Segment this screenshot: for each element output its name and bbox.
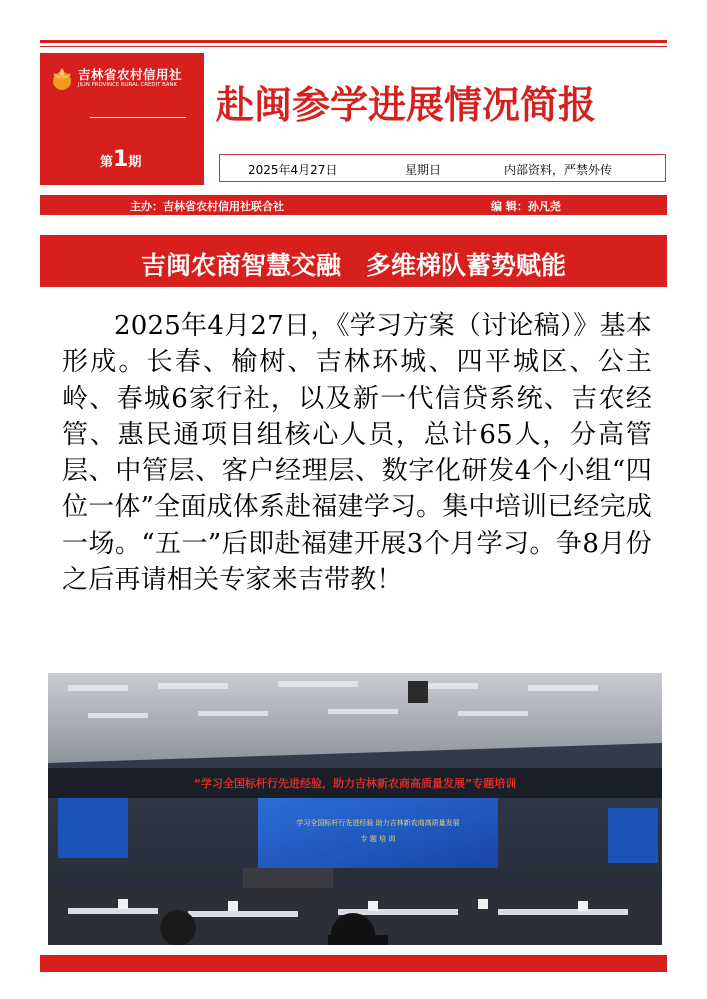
masthead-logo-panel — [40, 53, 204, 185]
logo-chinese-name: 吉林省农村信用社 — [78, 67, 183, 82]
top-rule-thick — [40, 40, 667, 43]
article-headline: 吉闽农商智慧交融 多维梯队蓄势赋能 — [140, 251, 566, 280]
host-editor-bar — [40, 195, 667, 215]
conference-room-illustration — [48, 673, 662, 945]
confidential-note: 内部资料，严禁外传 — [504, 163, 613, 177]
screen-subtitle-text: 专 题 培 训 — [360, 835, 396, 843]
photo-banner-text: “学习全国标杆行先进经验，助力吉林新农商高质量发展”专题培训 — [193, 777, 517, 790]
bank-logo-icon — [49, 65, 75, 91]
issue-date: 2025年4月27日 — [248, 163, 338, 177]
issue-number: 第1期 — [100, 147, 142, 172]
top-rule-thin — [40, 46, 667, 47]
issue-meta-box — [219, 154, 666, 182]
bulletin-title: 赴闽参学进展情况简报 — [216, 83, 597, 127]
logo-english-name: JILIN PROVINCE RURAL CREDIT BANK — [78, 82, 178, 88]
bottom-rule — [40, 955, 667, 972]
training-session-photo — [48, 673, 662, 945]
screen-title-text: 学习全国标杆行先进经验 助力吉林新农商高质量发展 — [296, 819, 460, 827]
host-label: 主办：吉林省农村信用社联合社 — [130, 200, 284, 213]
logo-divider — [90, 117, 186, 118]
headline-banner — [40, 235, 667, 287]
article-body: 2025年4月27日，《学习方案（讨论稿）》基本形成。长春、榆树、吉林环城、四平城区、公主岭、春城6家行社，以及新一代信贷系统、吉农经管、惠民通项目组核心人员，总计65人，分高管层、中管层、客户经理层、数字化研发4个小组“四位一体”全面成体系赴福建学习。集中培训已经完成一场。“五一”后即赴福建开展3个月学习。争8月份之后再请相关专家来吉带教！ — [62, 311, 652, 596]
issue-weekday: 星期日 — [405, 163, 442, 177]
editor-label: 编 辑：孙凡尧 — [491, 200, 561, 213]
